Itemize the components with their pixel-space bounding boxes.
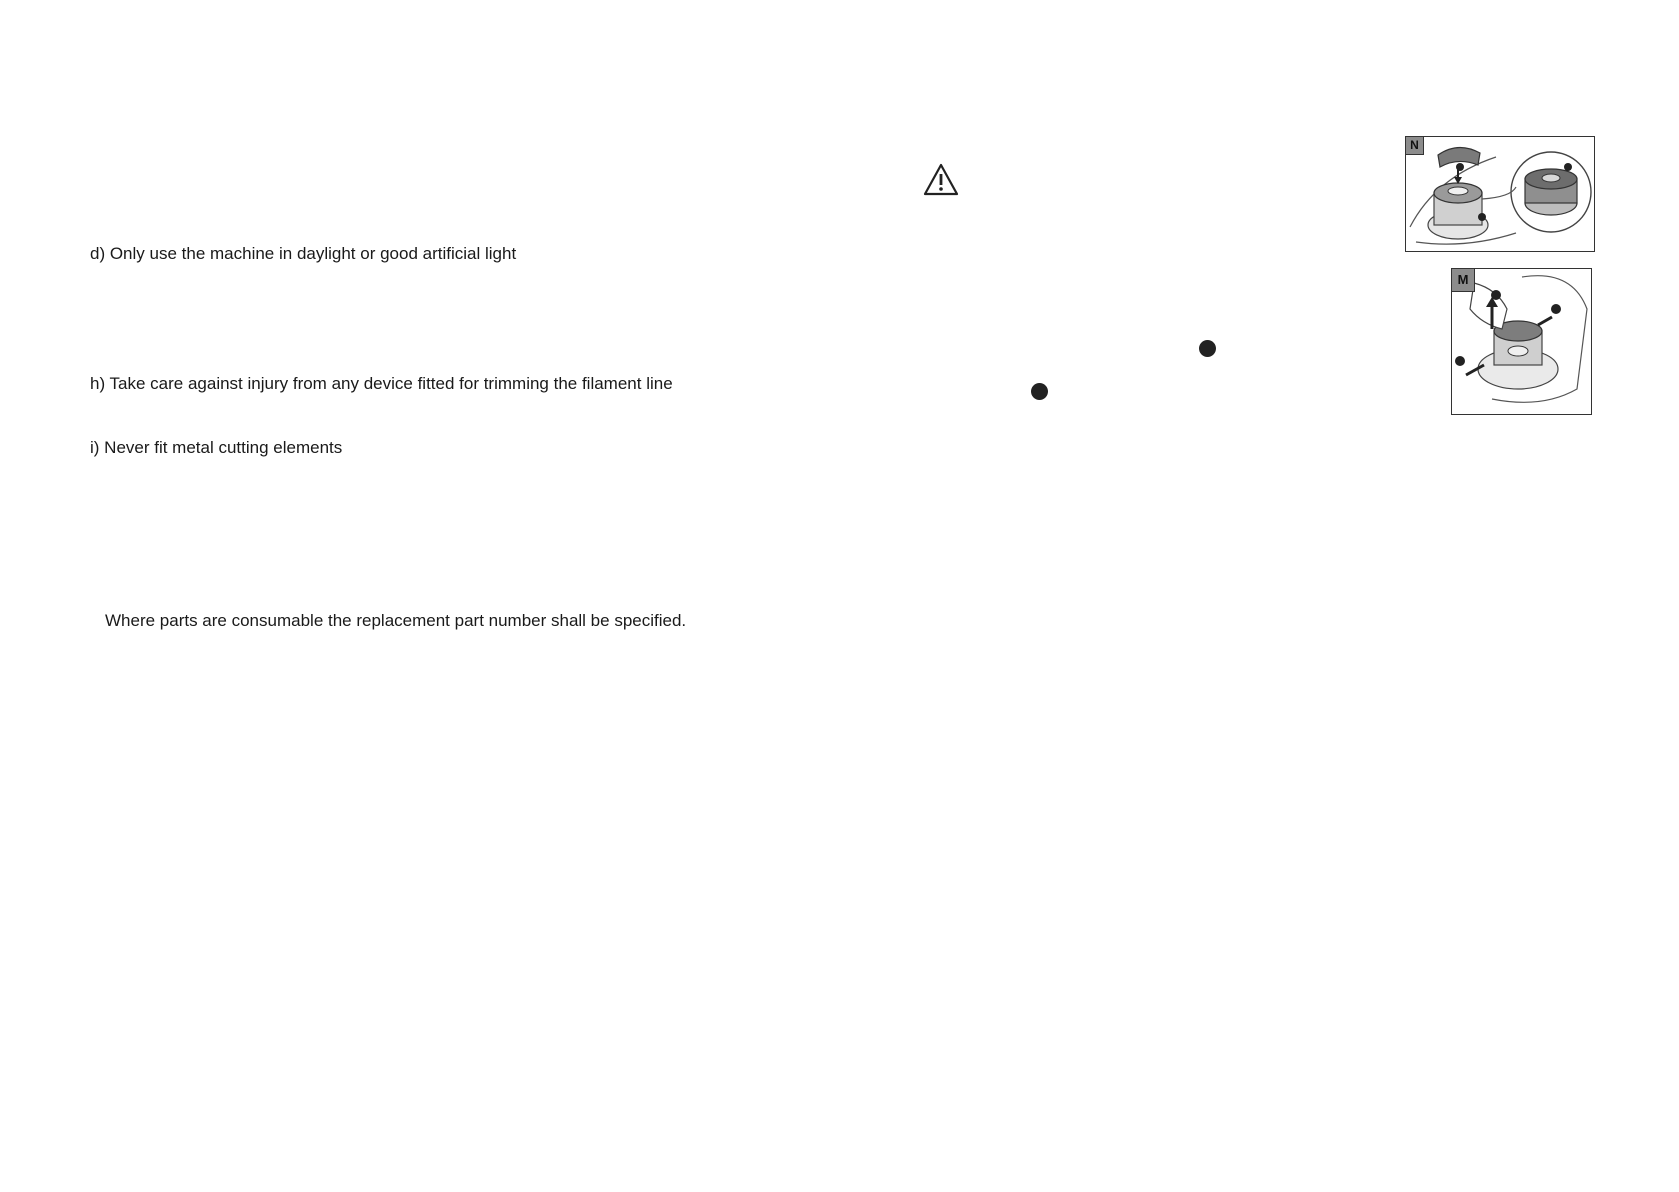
instruction-d: d) Only use the machine in daylight or good artificial light xyxy=(90,244,517,263)
figure-label: N xyxy=(1406,137,1424,155)
figure-m-spool-removal xyxy=(1451,268,1592,415)
step-marker-icon xyxy=(1031,383,1048,400)
instruction-h: h) Take care against injury from any device fitted for trimming the filament line xyxy=(90,374,673,393)
figure-label: M xyxy=(1452,269,1475,292)
consumable-parts-note: Where parts are consumable the replacement part number shall be specified. xyxy=(105,611,687,630)
figure-n-spool-cap xyxy=(1405,136,1595,252)
instruction-i: i) Never fit metal cutting elements xyxy=(90,438,343,457)
step-marker-icon xyxy=(1199,340,1216,357)
warning-triangle-icon xyxy=(923,163,959,197)
spool-cap-illustration xyxy=(1406,137,1595,252)
